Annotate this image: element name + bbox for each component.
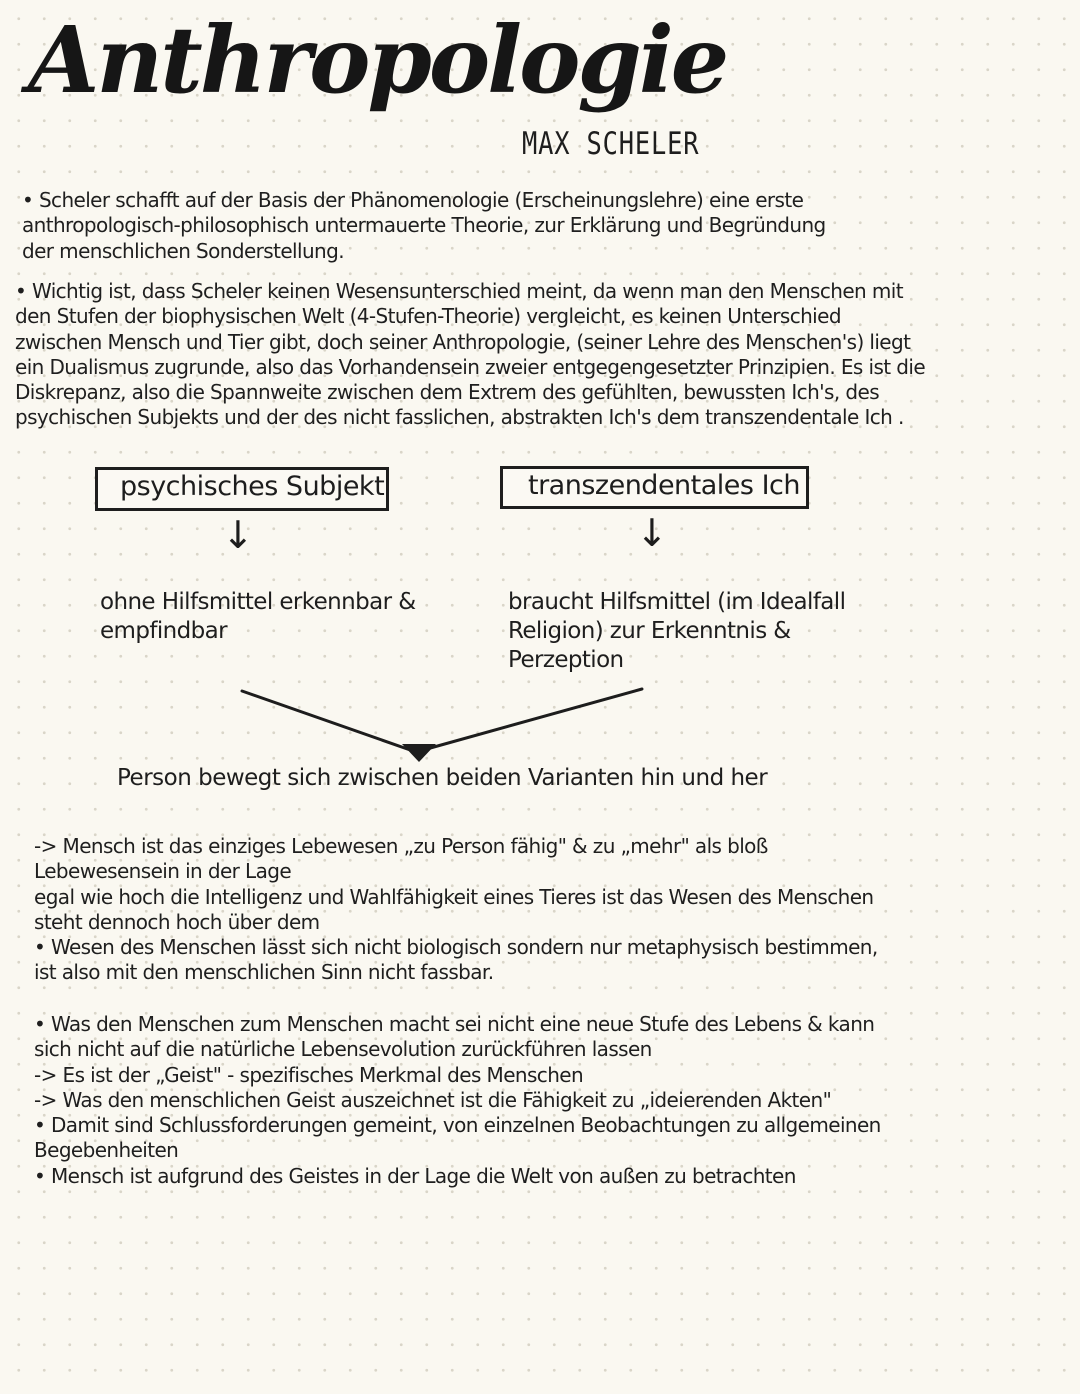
- diagram-conclusion: Person bewegt sich zwischen beiden Varianten hin und her: [117, 765, 768, 791]
- text-line: braucht Hilfsmittel (im Idealfall: [508, 589, 846, 615]
- notes-human-uniqueness: [34, 834, 878, 986]
- text-line: • Mensch ist aufgrund des Geistes in der Lage die Welt von außen zu betrachten: [34, 1163, 796, 1188]
- text-line: • Scheler schafft auf der Basis der Phänomenologie (Erscheinungslehre) eine erste: [22, 188, 804, 212]
- text-line: • Wesen des Menschen lässt sich nicht biologisch sondern nur metaphysisch bestimmen,: [34, 935, 878, 960]
- psychic-subject-box: psychisches Subjekt: [95, 467, 389, 511]
- page-title: Anthropologie: [28, 6, 727, 114]
- text-line: steht dennoch hoch über dem: [34, 909, 320, 934]
- text-line: anthropologisch-philosophisch untermauerte Theorie, zur Erklärung und Begründung: [22, 213, 826, 238]
- text-line: psychischen Subjekts und der des nicht fasslichen, abstrakten Ich's dem transzendentale Ich .: [15, 405, 904, 430]
- merge-line-right: [416, 689, 642, 752]
- merge-arrowhead-icon: [402, 744, 436, 762]
- text-line: egal wie hoch die Intelligenz und Wahlfähigkeit eines Tieres ist das Wesen des Menschen: [34, 884, 874, 909]
- text-line: • Was den Menschen zum Menschen macht sei nicht eine neue Stufe des Lebens & kann: [34, 1012, 875, 1036]
- notes-spirit: [34, 1012, 881, 1189]
- text-line: -> Was den menschlichen Geist auszeichnet ist die Fähigkeit zu „ideierenden Akten": [34, 1087, 832, 1112]
- text-line: zwischen Mensch und Tier gibt, doch seiner Anthropologie, (seiner Lehre des Menschen's) liegt: [15, 329, 911, 354]
- text-line: Begebenheiten: [34, 1138, 179, 1163]
- arrow-down-icon: ↓: [636, 511, 668, 555]
- text-line: Lebewesensein in der Lage: [34, 859, 292, 884]
- text-line: • Wichtig ist, dass Scheler keinen Wesensunterschied meint, da wenn man den Menschen mit: [15, 279, 903, 303]
- text-line: -> Mensch ist das einziges Lebewesen „zu Person fähig" & zu „mehr" als bloß: [34, 834, 768, 858]
- text-line: den Stufen der biophysischen Welt (4-Stufen-Theorie) vergleicht, es keinen Unterschied: [15, 304, 841, 329]
- text-line: • Damit sind Schlussforderungen gemeint, von einzelnen Beobachtungen zu allgemeinen: [34, 1113, 881, 1138]
- merge-line-left: [242, 691, 416, 752]
- author-subtitle: MAX SCHELER: [522, 126, 700, 162]
- transcendental-self-box: transzendentales Ich: [500, 466, 809, 509]
- text-line: sich nicht auf die natürliche Lebensevolution zurückführen lassen: [34, 1037, 652, 1062]
- text-line: Religion) zur Erkenntnis &: [508, 618, 791, 644]
- text-line: Diskrepanz, also die Spannweite zwischen dem Extrem des gefühlten, bewussten Ich's, des: [15, 380, 880, 405]
- text-line: Perzeption: [508, 647, 624, 673]
- text-line: empfindbar: [100, 618, 227, 644]
- text-line: der menschlichen Sonderstellung.: [22, 238, 344, 263]
- text-line: ein Dualismus zugrunde, also das Vorhandensein zweier entgegengesetzter Prinzipien. Es ist die: [15, 354, 926, 379]
- text-line: -> Es ist der „Geist" - spezifisches Merkmal des Menschen: [34, 1062, 584, 1087]
- text-line: ohne Hilfsmittel erkennbar &: [100, 589, 416, 615]
- text-line: ist also mit den menschlichen Sinn nicht fassbar.: [34, 960, 494, 985]
- arrow-down-icon: ↓: [222, 513, 254, 557]
